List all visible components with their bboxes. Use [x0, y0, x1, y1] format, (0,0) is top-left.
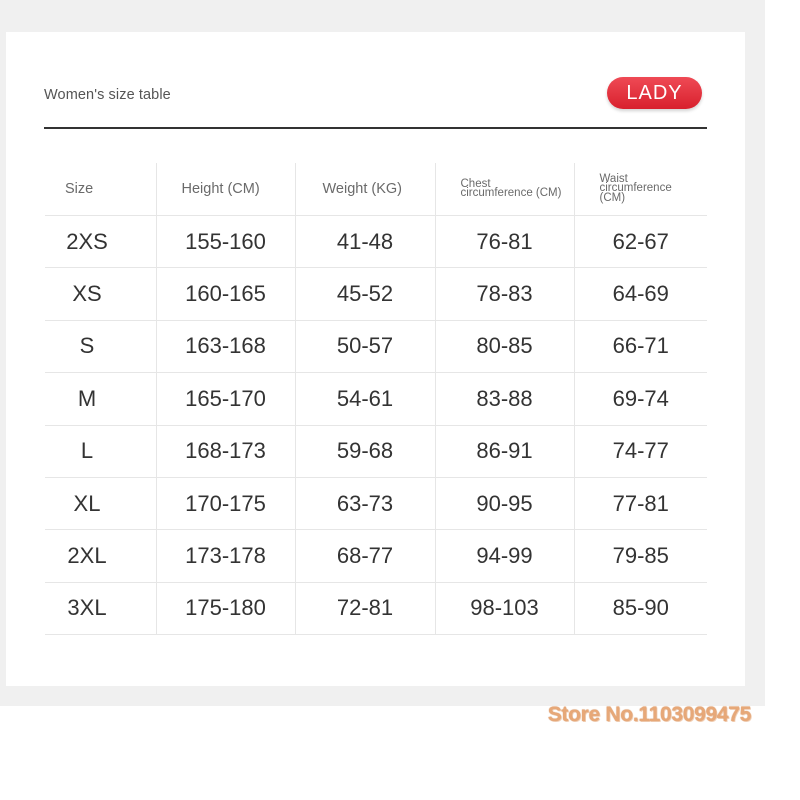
waist-cell: 66-71 [574, 320, 707, 372]
chest-cell: 94-99 [435, 530, 574, 582]
weight-cell: 41-48 [295, 216, 435, 268]
size-value: 3XL [67, 595, 107, 621]
size-cell [45, 477, 156, 529]
chest-cell: 78-83 [435, 268, 574, 320]
size-value: XS [72, 281, 102, 307]
weight-cell: 63-73 [295, 477, 435, 529]
weight-cell: 45-52 [295, 268, 435, 320]
table-row [45, 373, 707, 425]
size-cell [45, 268, 156, 320]
size-cell [45, 530, 156, 582]
header-size: Size [45, 163, 156, 216]
waist-cell: 85-90 [574, 582, 707, 634]
size-cell [45, 582, 156, 634]
weight-cell: 68-77 [295, 530, 435, 582]
size-table [45, 163, 707, 635]
header-waist-line3: (CM) [599, 191, 626, 204]
header-chest-line1: Chest [460, 177, 491, 190]
table-row [45, 216, 707, 268]
height-cell: 155-160 [156, 216, 295, 268]
waist-cell: 62-67 [574, 216, 707, 268]
table-header-row [45, 163, 707, 216]
weight-cell: 50-57 [295, 320, 435, 372]
height-cell: 173-178 [156, 530, 295, 582]
chest-cell: 90-95 [435, 477, 574, 529]
height-cell: 165-170 [156, 373, 295, 425]
size-value: M [77, 385, 97, 411]
weight-cell: 54-61 [295, 373, 435, 425]
table-row [45, 320, 707, 372]
size-value: 2XL [67, 543, 107, 569]
waist-cell: 77-81 [574, 477, 707, 529]
size-value: L [80, 438, 94, 464]
chest-cell: 98-103 [435, 582, 574, 634]
weight-cell: 59-68 [295, 425, 435, 477]
size-value: S [79, 333, 95, 359]
header-waist-line2: circumference [599, 182, 672, 195]
table-row [45, 425, 707, 477]
waist-cell: 69-74 [574, 373, 707, 425]
table-row [45, 477, 707, 529]
chest-cell: 83-88 [435, 373, 574, 425]
page-title: Women's size table [44, 87, 171, 103]
height-cell: 163-168 [156, 320, 295, 372]
height-cell: 175-180 [156, 582, 295, 634]
header-waist-line1: Waist [599, 172, 628, 185]
header-chest-line2: circumference (CM) [460, 187, 562, 199]
size-cell [45, 373, 156, 425]
waist-cell: 64-69 [574, 268, 707, 320]
chest-cell: 76-81 [435, 216, 574, 268]
size-value: 2XS [66, 228, 108, 254]
waist-cell: 79-85 [574, 530, 707, 582]
chest-cell: 80-85 [435, 320, 574, 372]
chest-cell: 86-91 [435, 425, 574, 477]
header-height: Height (CM) [156, 163, 295, 216]
height-cell: 168-173 [156, 425, 295, 477]
header-chest [435, 163, 574, 216]
size-cell [45, 425, 156, 477]
header-waist [574, 163, 707, 216]
store-watermark: Store No.1103099475 [547, 703, 751, 726]
size-cell [45, 320, 156, 372]
size-value: XL [73, 490, 101, 516]
header-divider [44, 127, 707, 129]
weight-cell: 72-81 [295, 582, 435, 634]
lady-badge: LADY [607, 77, 702, 109]
waist-cell: 74-77 [574, 425, 707, 477]
header-weight: Weight (KG) [295, 163, 435, 216]
size-cell [45, 216, 156, 268]
table-row [45, 582, 707, 634]
table-row [45, 530, 707, 582]
height-cell: 160-165 [156, 268, 295, 320]
table-row [45, 268, 707, 320]
height-cell: 170-175 [156, 477, 295, 529]
